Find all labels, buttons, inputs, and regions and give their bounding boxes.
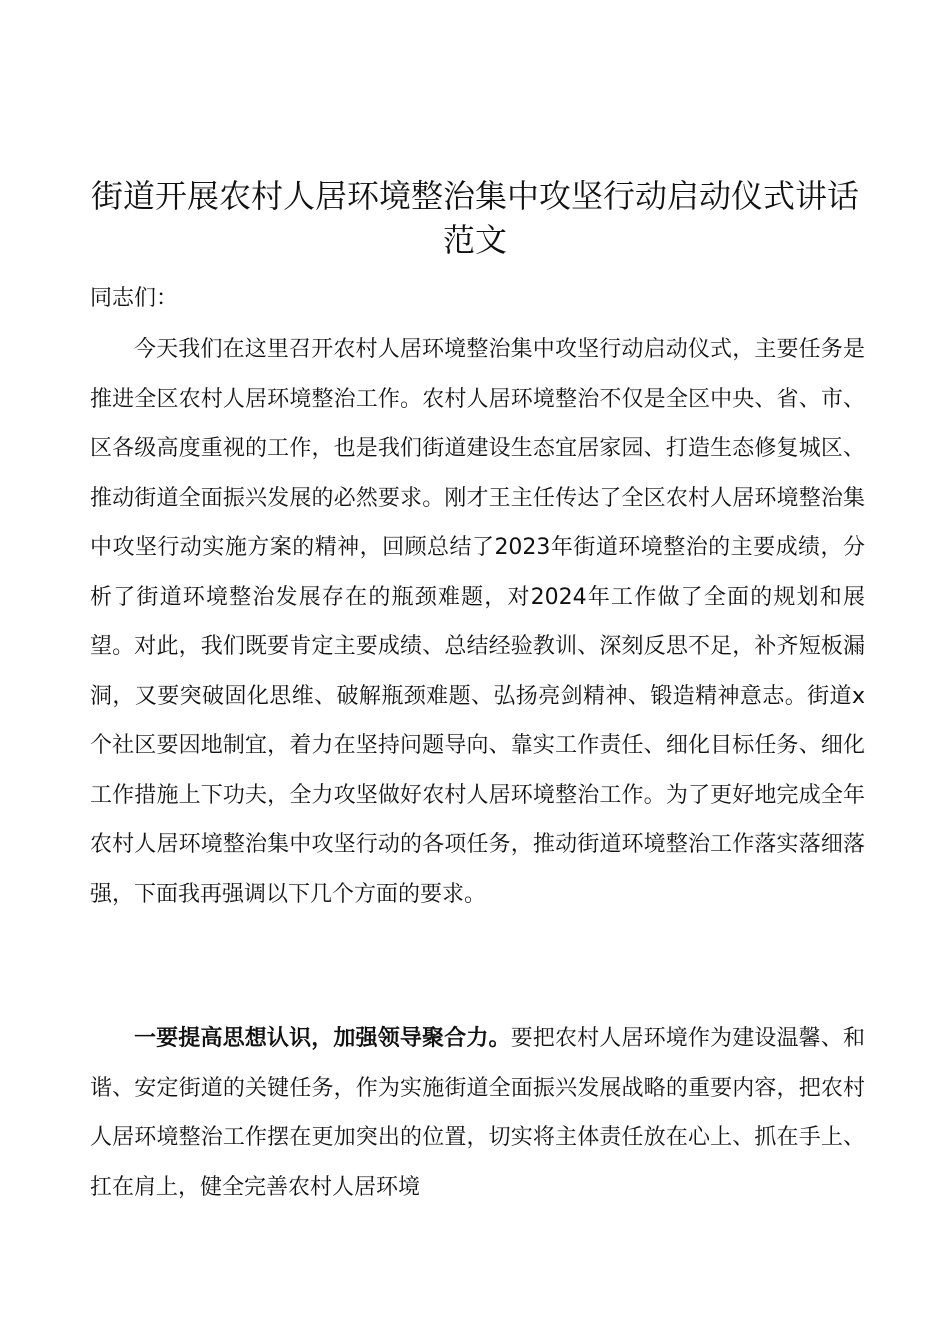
document-title: 街道开展农村人居环境整治集中攻坚行动启动仪式讲话范文 xyxy=(90,177,859,259)
paragraph-text: 今天我们在这里召开农村人居环境整治集中攻坚行动启动仪式，主要任务是推进全区农村人居环境整治工作。农村人居环境整治不仅是全区中央、省、市、区各级高度重视的工作，也是我们街道建设生态宜居家园、打造生态修复城区、推动街道全面振兴发展的必然要求。刚才王主任传达了全区农村人居环境整治集中攻坚行动实施方案的精神，回顾总结了2023年街道环境整治的主要成绩，分析了街道环境整治发展存在的瓶颈难题，对2024年工作做了全面的规划和展望。对此，我们既要肯定主要成绩、总结经验教训、深刻反思不足，补齐短板漏洞，又要突破固化思维、破解瓶颈难题、弘扬亮剑精神、锻造精神意志。街道x个社区要因地制宜，着力在坚持问题导向、靠实工作责任、细化目标任务、细化工作措施上下功夫，全力攻坚做好农村人居环境整治工作。为了更好地完成全年农村人居环境整治集中攻坚行动的各项任务，推动街道环境整治工作落实落细落强，下面我再强调以下几个方面的要求。 xyxy=(90,337,865,907)
salutation: 同志们： xyxy=(90,286,179,311)
paragraph-lead-heading: 一要提高思想认识，加强领导聚合力。 xyxy=(134,1026,511,1051)
paragraph-opening xyxy=(90,325,865,919)
paragraph-requirement-one xyxy=(90,1014,865,1212)
paragraph-text: 要把农村人居环境作为建设温馨、和谐、安定街道的关键任务，作为实施街道全面振兴发展战略的重要内容，把农村人居环境整治工作摆在更加突出的位置，切实将主体责任放在心上、抓在手上、扛在肩上，健全完善农村人居环境 xyxy=(90,1026,865,1200)
